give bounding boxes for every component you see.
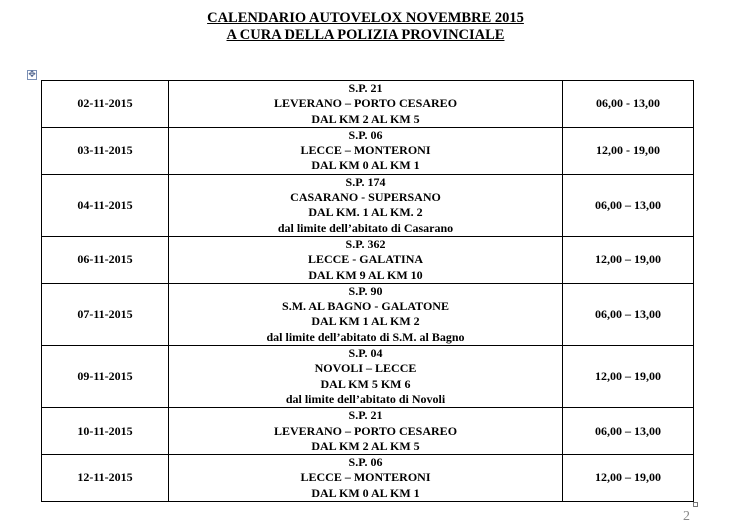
table-row [42, 283, 694, 345]
road-line: S.P. 174 [345, 174, 386, 189]
table-resize-handle[interactable] [693, 502, 698, 507]
document-title [0, 10, 731, 44]
table-row [42, 127, 694, 174]
road-line: DAL KM 0 AL KM 1 [311, 485, 420, 500]
road-line: dal limite dell’abitato di Casarano [277, 220, 454, 235]
time-cell: 12,00 - 19,00 [563, 127, 694, 174]
road-line: LEVERANO – PORTO CESAREO [273, 423, 458, 438]
road-line: dal limite dell’abitato di S.M. al Bagno [266, 329, 465, 344]
road-line: S.P. 06 [348, 455, 383, 470]
title-line-1: CALENDARIO AUTOVELOX NOVEMBRE 2015 [207, 10, 524, 26]
road-cell [169, 236, 563, 283]
table-move-handle-icon[interactable]: ✥ [28, 70, 36, 80]
road-cell [169, 283, 563, 345]
road-cell [169, 174, 563, 236]
road-cell [169, 81, 563, 128]
road-line: DAL KM. 1 AL KM. 2 [308, 205, 423, 220]
road-line: CASARANO - SUPERSANO [290, 190, 441, 205]
road-line: S.M. AL BAGNO - GALATONE [282, 299, 449, 314]
road-line: dal limite dell’abitato di Novoli [285, 391, 446, 406]
road-cell [169, 455, 563, 502]
date-cell: 06-11-2015 [42, 236, 169, 283]
road-line: S.P. 21 [348, 408, 383, 423]
road-line: NOVOLI – LECCE [314, 361, 417, 376]
date-cell: 12-11-2015 [42, 455, 169, 502]
date-cell: 09-11-2015 [42, 346, 169, 408]
page-number: 2 [683, 509, 690, 524]
road-line: S.P. 90 [348, 283, 383, 298]
time-cell: 06,00 – 13,00 [563, 408, 694, 455]
time-cell: 06,00 – 13,00 [563, 174, 694, 236]
road-line: DAL KM 2 AL KM 5 [311, 438, 420, 453]
schedule-table [41, 80, 694, 502]
time-cell: 12,00 – 19,00 [563, 346, 694, 408]
title-line-2: A CURA DELLA POLIZIA PROVINCIALE [226, 27, 505, 43]
time-cell: 12,00 – 19,00 [563, 236, 694, 283]
road-line: S.P. 21 [348, 81, 383, 95]
road-cell [169, 408, 563, 455]
road-line: DAL KM 1 AL KM 2 [311, 314, 420, 329]
road-line: S.P. 04 [348, 346, 383, 361]
time-cell: 06,00 – 13,00 [563, 283, 694, 345]
date-cell: 04-11-2015 [42, 174, 169, 236]
road-line: LEVERANO – PORTO CESAREO [273, 96, 458, 111]
table-row [42, 174, 694, 236]
time-cell: 12,00 – 19,00 [563, 455, 694, 502]
date-cell: 07-11-2015 [42, 283, 169, 345]
road-line: DAL KM 0 AL KM 1 [311, 158, 420, 173]
table-row [42, 81, 694, 128]
table-row [42, 455, 694, 502]
road-line: DAL KM 2 AL KM 5 [311, 111, 420, 126]
road-line: LECCE – MONTERONI [300, 470, 431, 485]
road-cell [169, 346, 563, 408]
date-cell: 02-11-2015 [42, 81, 169, 128]
road-line: S.P. 362 [345, 236, 386, 251]
time-cell: 06,00 - 13,00 [563, 81, 694, 128]
road-cell [169, 127, 563, 174]
road-line: S.P. 06 [348, 127, 383, 142]
road-line: DAL KM 5 KM 6 [320, 376, 411, 391]
road-line: LECCE - GALATINA [307, 252, 424, 267]
date-cell: 10-11-2015 [42, 408, 169, 455]
table-row [42, 346, 694, 408]
table-row [42, 408, 694, 455]
date-cell: 03-11-2015 [42, 127, 169, 174]
road-line: DAL KM 9 AL KM 10 [308, 267, 423, 282]
table-row [42, 236, 694, 283]
road-line: LECCE – MONTERONI [300, 143, 431, 158]
